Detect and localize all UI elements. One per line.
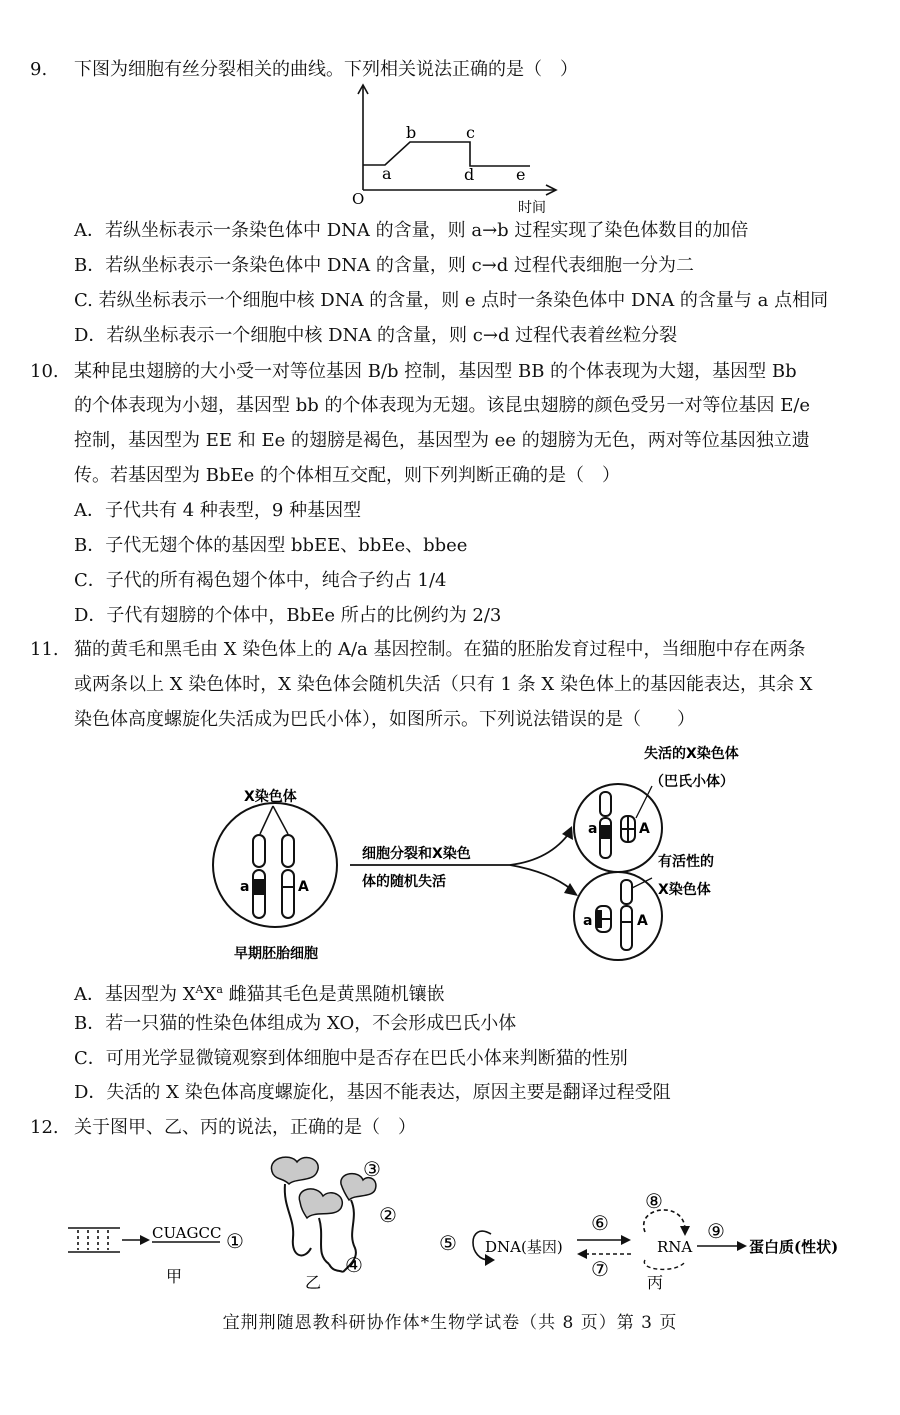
q11-line-1: 猫的黄毛和黑毛由 X 染色体上的 A/a 基因控制。在猫的胚胎发育过程中，当细胞中存在两条 xyxy=(74,639,806,660)
q10-option-c: C．子代的所有褐色翅个体中，纯合子约占 1/4 xyxy=(74,570,447,591)
q9-graph xyxy=(330,80,570,220)
early-embryo-cell-label: 早期胚胎细胞 xyxy=(234,946,318,962)
allele-a-label-1: a xyxy=(240,879,250,895)
allele-A-label-3: A xyxy=(637,913,648,929)
marker-1: ① xyxy=(226,1229,244,1253)
q9-option-b: B．若纵坐标表示一条染色体中 DNA 的含量，则 c→d 过程代表细胞一分为二 xyxy=(74,255,694,276)
q10-line-2: 的个体表现为小翅，基因型 bb 的个体表现为无翅。该昆虫翅膀的颜色受另一对等位基因 E/e xyxy=(74,395,811,416)
q9-point-e: e xyxy=(516,165,526,184)
active-x-label-2: X染色体 xyxy=(658,882,711,898)
allele-A-label-2: A xyxy=(639,821,650,837)
q9-option-a: A．若纵坐标表示一条染色体中 DNA 的含量，则 a→b 过程实现了染色体数目的加倍 xyxy=(74,220,749,241)
q10-option-d: D．子代有翅膀的个体中，BbEe 所占的比例约为 2/3 xyxy=(74,605,502,626)
q12-figure-yi xyxy=(255,1148,425,1298)
q11-number: 11. xyxy=(30,639,59,660)
q9-origin: O xyxy=(352,190,365,208)
inactive-x-label-2: （巴氏小体） xyxy=(650,774,734,790)
marker-2: ② xyxy=(379,1203,397,1227)
dna-gene-label: DNA(基因) xyxy=(485,1238,563,1256)
chromosome-a xyxy=(253,835,265,918)
q10-line-3: 控制，基因型为 EE 和 Ee 的翅膀是褐色，基因型为 ee 的翅膀为无色，两对等位基因独立遗 xyxy=(74,430,810,451)
barr-body-top xyxy=(621,816,635,842)
q10-option-a: A．子代共有 4 种表型，9 种基因型 xyxy=(74,500,362,521)
active-x-label-1: 有活性的 xyxy=(658,854,714,870)
q9-stem: 下图为细胞有丝分裂相关的曲线。下列相关说法正确的是（ ） xyxy=(74,59,578,80)
q12-number: 12. xyxy=(30,1117,59,1138)
inactive-x-label-1: 失活的X染色体 xyxy=(644,746,739,762)
q12-stem: 关于图甲、乙、丙的说法，正确的是（ ） xyxy=(74,1117,416,1138)
q11-option-c: C．可用光学显微镜观察到体细胞中是否存在巴氏小体来判断猫的性别 xyxy=(74,1048,628,1069)
q9-point-d: d xyxy=(464,165,475,184)
allele-a-label-2: a xyxy=(588,821,598,837)
allele-a-label-3: a xyxy=(583,913,593,929)
q9-x-label: 时间 xyxy=(518,200,546,216)
q11-line-2: 或两条以上 X 染色体时，X 染色体会随机失活（只有 1 条 X 染色体上的基因能表达，其余 X xyxy=(74,674,813,695)
barr-body-bottom xyxy=(596,906,611,932)
figure-yi-caption: 乙 xyxy=(305,1273,322,1292)
allele-A-label-1: A xyxy=(298,879,309,895)
x-chromosome-label: X染色体 xyxy=(244,789,297,805)
q9-point-c: c xyxy=(466,123,475,142)
q11-x-inactivation-figure xyxy=(200,740,760,970)
marker-8: ⑧ xyxy=(645,1189,663,1213)
arrow-label-line-2: 体的随机失活 xyxy=(362,874,446,890)
marker-9: ⑨ xyxy=(707,1219,725,1243)
protein-trait-label: 蛋白质(性状) xyxy=(749,1238,839,1256)
q9-option-c: C. 若纵坐标表示一个细胞中核 DNA 的含量，则 e 点时一条染色体中 DNA 的含量与 a 点相同 xyxy=(74,290,829,311)
q12-figure-bing xyxy=(435,1150,875,1300)
q11-option-b: B．若一只猫的性染色体组成为 XO，不会形成巴氏小体 xyxy=(74,1013,517,1034)
early-embryo-cell xyxy=(213,803,337,927)
arrow-label-line-1: 细胞分裂和X染色 xyxy=(362,846,471,862)
chromosome-A xyxy=(282,835,294,918)
figure-bing-caption: 丙 xyxy=(647,1273,664,1292)
q9-point-b: b xyxy=(406,123,417,142)
marker-5: ⑤ xyxy=(439,1231,457,1255)
q11-option-a: A．基因型为 $X^AX^a$ 雌猫其毛色是黄黑随机镶嵌 xyxy=(74,983,445,1005)
q11-option-d: D．失活的 X 染色体高度螺旋化，基因不能表达，原因主要是翻译过程受阻 xyxy=(74,1082,671,1103)
q9-option-d: D．若纵坐标表示一个细胞中核 DNA 的含量，则 c→d 过程代表着丝粒分裂 xyxy=(74,325,678,346)
marker-3: ③ xyxy=(363,1157,381,1181)
marker-7: ⑦ xyxy=(591,1257,609,1281)
figure-jia-caption: 甲 xyxy=(166,1267,183,1286)
q10-option-b: B．子代无翅个体的基因型 bbEE、bbEe、bbee xyxy=(74,535,468,556)
marker-6: ⑥ xyxy=(591,1211,609,1235)
mrna-sequence: CUAGCC xyxy=(152,1224,222,1242)
q11-line-3: 染色体高度螺旋化失活成为巴氏小体），如图所示。下列说法错误的是（ ） xyxy=(74,709,695,730)
q10-line-4: 传。若基因型为 BbEe 的个体相互交配，则下列判断正确的是（ ） xyxy=(74,465,620,486)
q10-line-1: 某种昆虫翅膀的大小受一对等位基因 B/b 控制，基因型 BB 的个体表现为大翅，基因型 Bb xyxy=(74,361,797,382)
q10-number: 10. xyxy=(30,361,59,382)
q9-curve xyxy=(363,142,530,166)
chromosome-A-active-bottom xyxy=(621,880,632,950)
marker-4: ④ xyxy=(345,1253,363,1277)
page-footer: 宜荆荆随恩教科研协作体*生物学试卷（共 8 页）第 3 页 xyxy=(222,1313,678,1333)
q9-number: 9. xyxy=(30,59,48,80)
chromosome-a-active-top xyxy=(600,792,611,858)
q9-point-a: a xyxy=(382,164,392,183)
rna-label: RNA xyxy=(657,1238,693,1256)
